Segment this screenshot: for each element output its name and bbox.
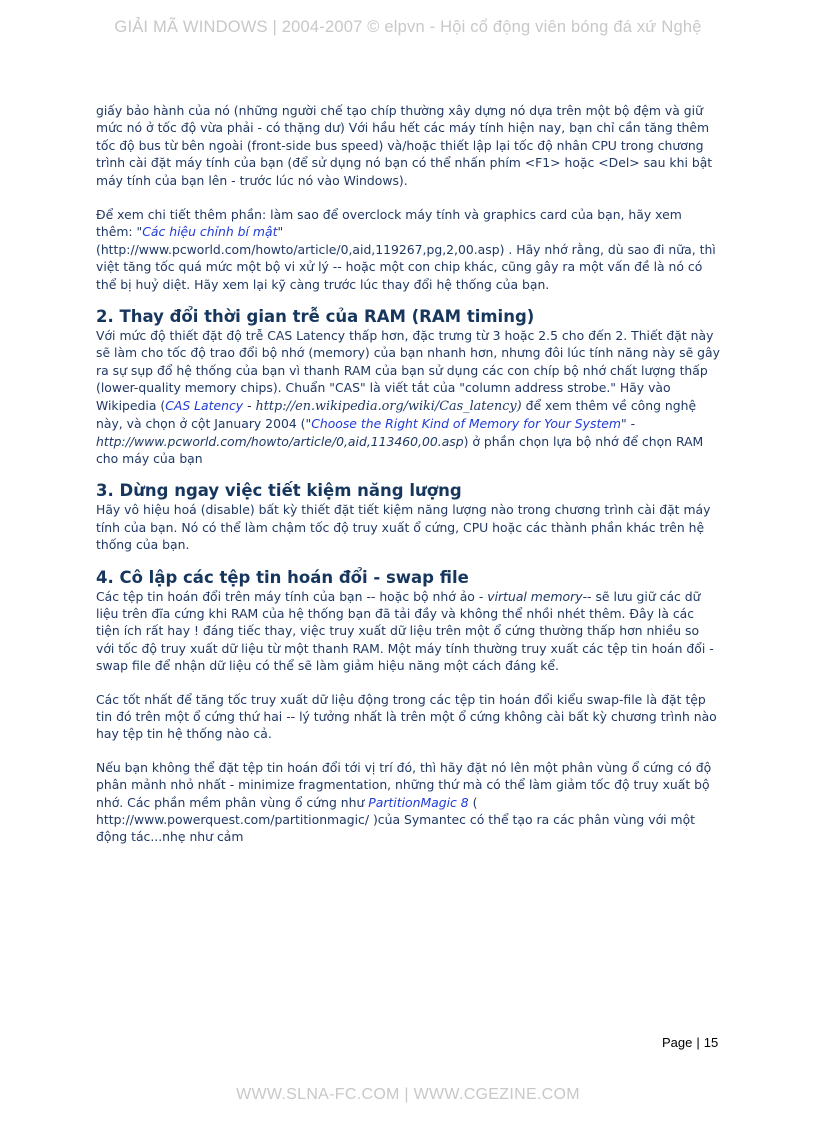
heading-swap-file: 4. Cô lập các tệp tin hoán đổi - swap file <box>96 567 469 587</box>
page-label: Page <box>662 1035 693 1050</box>
page-content <box>96 102 720 846</box>
text: -- sẽ lưu giữ các dữ liệu trên đĩa cứng khi RAM của hệ thống bạn đã tải đầy và không thể nhồi nhét thêm. Đây là các tiện ích rất hay ! đáng tiếc thay, việc truy xuất dữ liệu trên một ổ cứng thường thấp hơn nhiều so với tốc độ truy xuất dữ liệu từ một thanh RAM. Một máy tính thường truy xuất các tệp tin hoán đổi - swap file để nhận dữ liệu có thể sẽ làm giảm hiệu năng một cách đáng kể. <box>96 588 714 674</box>
text: để xem thêm về công nghệ này, và chọn ở cột January 2004 (" <box>96 397 697 432</box>
page-number <box>662 1035 718 1050</box>
link-cas-latency[interactable]: CAS Latency <box>165 397 244 413</box>
paragraph-swap-best: Các tốt nhất để tăng tốc truy xuất dữ liệu động trong các tệp tin hoán đổi kiểu swap-file là đặt tệp tin đó trên một ổ cứng thứ hai -- lý tưởng nhất là trên một ổ cứng không cài bất kỳ chương trình nào hay tệp tin hệ thống nào cả. <box>96 691 717 742</box>
paragraph-swap-file <box>96 588 720 675</box>
text: - <box>243 397 256 413</box>
page-separator: | <box>696 1035 700 1050</box>
text: Các tệp tin hoán đổi trên máy tính của bạn -- hoặc bộ nhớ ảo - <box>96 588 488 604</box>
text: " - <box>621 416 636 432</box>
text: ) ở phần chọn lựa bộ nhớ để chọn RAM cho máy của bạn <box>96 433 704 466</box>
text: (http://www.pcworld.com/howto/article/0,aid,119267,pg,2,00.asp) . Hãy nhớ rằng, dù sao đi nữa, thì việt tăng tốc quá mức một bộ vi xử lý -- hoặc một con chip khác, cũng gây ra một vấn đề là nó có thể bị huỷ diệt. Hãy xem lại kỹ càng trước lúc thay đổi hệ thống của bạn. <box>96 241 716 292</box>
link-hieu-chinh-bi-mat[interactable]: Các hiệu chỉnh bí mật <box>142 224 278 240</box>
heading-ram-timing: 2. Thay đổi thời gian trễ của RAM (RAM timing) <box>96 307 535 327</box>
paragraph-overclock-ref <box>96 206 720 293</box>
text: Với mức độ thiết đặt độ trễ CAS Latency thấp hơn, đặc trưng từ 3 hoặc 2.5 cho đến 2. Thiết đặt này sẽ làm cho tốc độ trao đổi bộ nhớ (memory) của bạn nhanh hơn, nhưng đôi lúc tính năng này sẽ gây ra sự sụp đổ hệ thống của bạn vì thanh RAM của bạn sử dụng các con chíp bộ nhớ chất lượng thấp (lower-quality memory chips). Chuẩn "CAS" là viết tắt của "column address strobe." Hãy vào Wikipedia ( <box>96 328 720 413</box>
link-choose-memory[interactable]: Choose the Right Kind of Memory for Your System <box>311 416 622 432</box>
url-wikipedia[interactable]: http://en.wikipedia.org/wiki/Cas_latency) <box>255 398 522 414</box>
paragraph-power-saving: Hãy vô hiệu hoá (disable) bất kỳ thiết đặt tiết kiệm năng lượng nào trong chương trình cài đặt máy tính của bạn. Nó có thể làm chậm tốc độ truy xuất ổ cứng, CPU hoặc các thành phần khác trên hệ thống của bạn. <box>96 502 711 553</box>
paragraph-bios-intro: giấy bảo hành của nó (những người chế tạo chíp thường xây dựng nó dựa trên một bộ đệm và giữ mức nó ở tốc độ vừa phải - có thặng dư) Với hầu hết các máy tính hiện nay, bạn chỉ cần tăng thêm tốc độ bus từ bên ngoài (front-side bus speed) và/hoặc thiết lập lại tốc độ nhân CPU trong chương trình cài đặt máy tính của bạn (để sử dụng nó bạn có thể nhấn phím <F1> hoặc <Del> sau khi bật máy tính của bạn lên - trước lúc nó vào Windows). <box>96 103 713 188</box>
virtual-memory-term: virtual memory <box>487 588 583 604</box>
url-pcworld-memory[interactable]: http://www.pcworld.com/howto/article/0,aid,113460,00.asp <box>96 433 464 449</box>
text: " <box>277 224 284 240</box>
paragraph-partition <box>96 759 720 846</box>
text: ( http://www.powerquest.com/partitionmagic/ )của Symantec có thể tạo ra các phân vùng với một động tác...nhẹ như cảm <box>96 794 696 845</box>
header-watermark: GIẢI MÃ WINDOWS | 2004-2007 © elpvn - Hội cổ động viên bóng đá xứ Nghệ <box>114 18 702 36</box>
paragraph-ram-timing <box>96 327 720 467</box>
text: Nếu bạn không thể đặt tệp tin hoán đổi tới vị trí đó, thì hãy đặt nó lên một phân vùng ổ cứng có độ phân mảnh nhỏ nhất - minimize fragmentation, những thứ mà có thể làm giảm tốc độ truy xuất bộ nhớ. Các phần mềm phân vùng ổ cứng như <box>96 759 712 810</box>
link-partitionmagic[interactable]: PartitionMagic 8 <box>368 794 469 810</box>
footer-watermark: WWW.SLNA-FC.COM | WWW.CGEZINE.COM <box>236 1086 580 1103</box>
page-number-value: 15 <box>703 1035 719 1050</box>
text: Để xem chi tiết thêm phần: làm sao để overclock máy tính và graphics card của bạn, hãy xem thêm: " <box>96 207 682 240</box>
heading-power-saving: 3. Dừng ngay việc tiết kiệm năng lượng <box>96 481 462 501</box>
